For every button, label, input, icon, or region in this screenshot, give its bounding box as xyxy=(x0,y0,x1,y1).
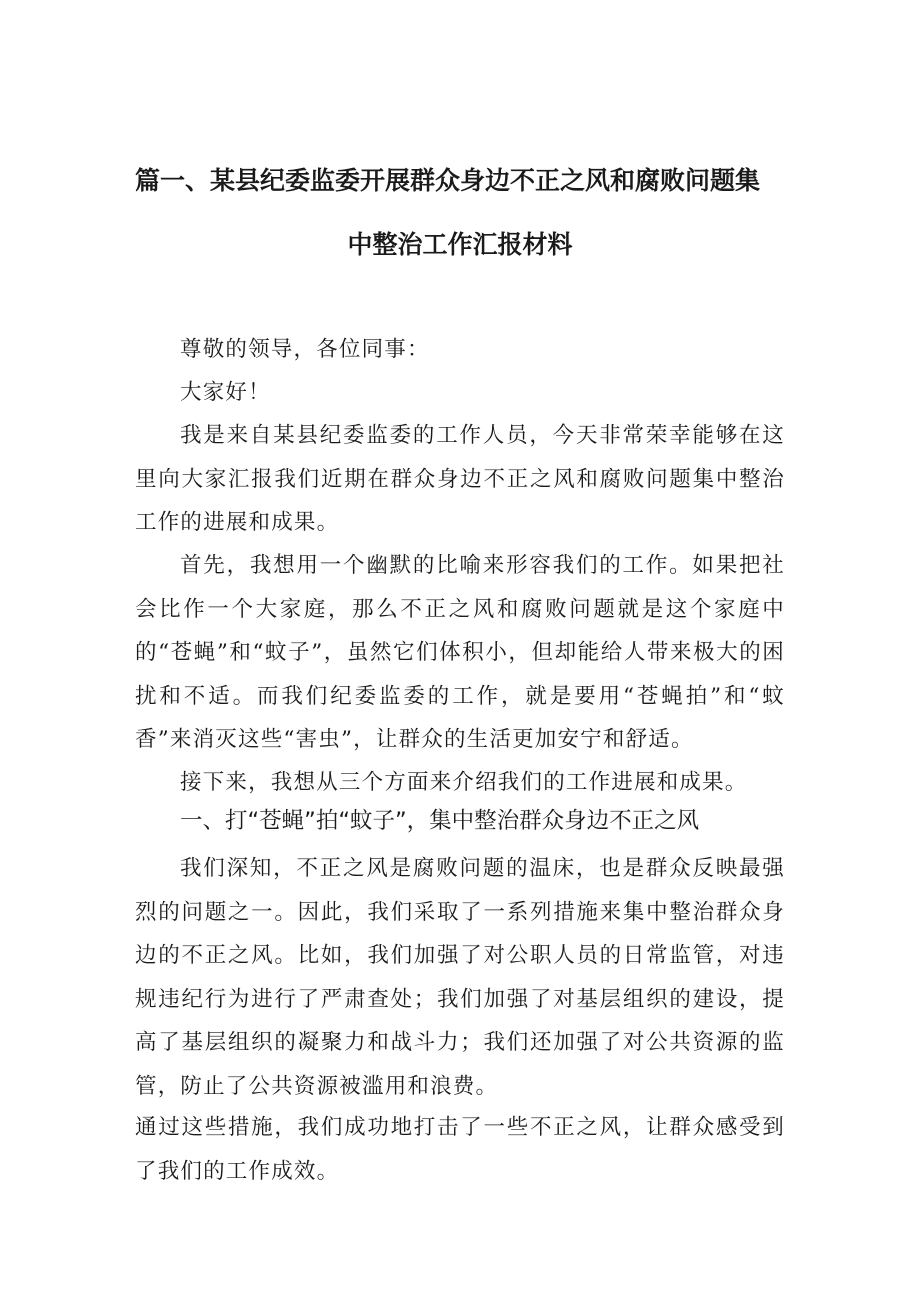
paragraph-section-1: 我们深知，不正之风是腐败问题的温床，也是群众反映最强烈的问题之一。因此，我们采取了一系列措施来集中整治群众身边的不正之风。比如，我们加强了对公职人员的日常监管，对违规违纪行为进行了严肃查处；我们加强了对基层组织的建设，提高了基层组织的凝聚力和战斗力；我们还加强了对公共资源的监管，防止了公共资源被滥用和浪费。 xyxy=(135,856,785,1099)
paragraph-result: 通过这些措施，我们成功地打击了一些不正之风，让群众感受到了我们的工作成效。 xyxy=(135,1115,785,1184)
document-title-line-2: 中整治工作汇报材料 xyxy=(347,230,573,259)
section-1-heading: 一、打“苍蝇”拍“蚊子”，集中整治群众身边不正之风 xyxy=(180,808,700,834)
paragraph-metaphor: 首先，我想用一个幽默的比喻来形容我们的工作。如果把社会比作一个大家庭，那么不正之风和腐败问题就是这个家庭中的“苍蝇”和“蚊子”，虽然它们体积小，但却能给人带来极大的困扰和不适。而我们纪委监委的工作，就是要用“苍蝇拍”和“蚊香”来消灭这些“害虫”，让群众的生活更加安宁和舒适。 xyxy=(135,553,785,752)
salutation: 尊敬的领导，各位同事： xyxy=(180,337,430,362)
document-title-line-1: 篇一、某县纪委监委开展群众身边不正之风和腐败问题集 xyxy=(135,166,761,195)
paragraph-intro: 我是来自某县纪委监委的工作人员，今天非常荣幸能够在这里向大家汇报我们近期在群众身边不正之风和腐败问题集中整治工作的进展和成果。 xyxy=(135,423,785,535)
greeting: 大家好！ xyxy=(180,380,271,405)
paragraph-next: 接下来，我想从三个方面来介绍我们的工作进展和成果。 xyxy=(180,770,748,795)
